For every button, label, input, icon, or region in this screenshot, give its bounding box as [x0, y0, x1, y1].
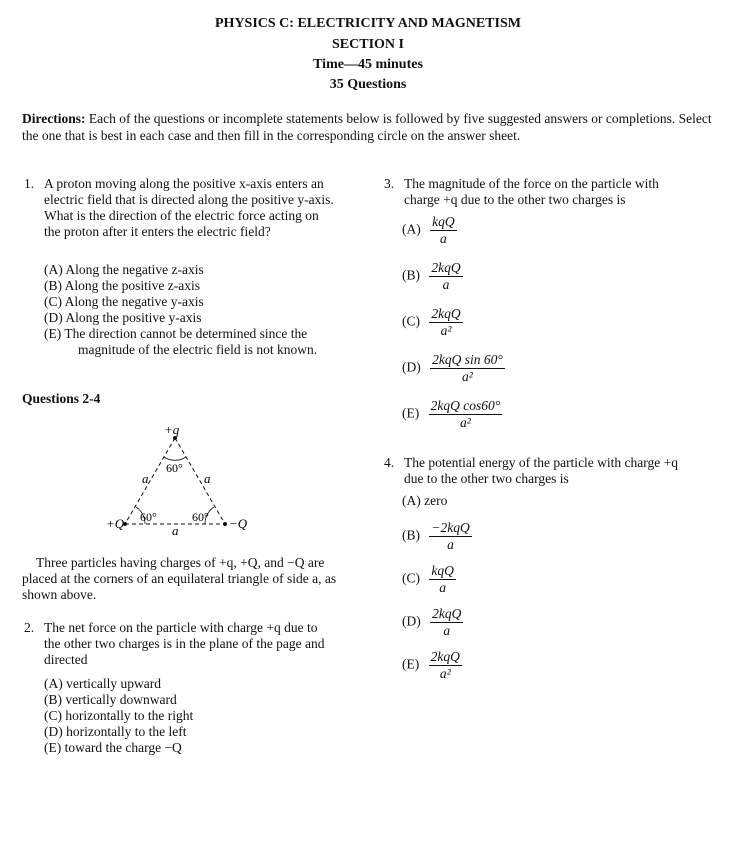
option-e[interactable]: (E) toward the charge −Q: [44, 740, 182, 755]
numerator: kqQ: [431, 563, 454, 578]
q3-option-e[interactable]: [402, 398, 502, 431]
numerator: 2kqQ cos60°: [430, 398, 501, 413]
option-letter: (B): [402, 267, 420, 283]
q3-option-a[interactable]: [402, 214, 457, 247]
option-letter: (E): [402, 405, 420, 421]
directions-label: Directions:: [22, 111, 86, 126]
question-stem: A proton moving along the positive x-axis enters an electric field that is directed along the positive y-axis. What is the direction of the electric force acting on the proton after it enters the electric field?: [44, 176, 334, 239]
q4-option-b[interactable]: [402, 520, 472, 553]
label-side-left: a: [142, 471, 149, 486]
option-e[interactable]: (E) The direction cannot be determined since the: [44, 326, 308, 341]
label-angle-top: 60°: [166, 461, 183, 475]
time-label: Time—45 minutes: [313, 57, 423, 72]
q3-option-b[interactable]: [402, 260, 463, 293]
q4-option-e[interactable]: [402, 649, 462, 682]
group-heading: Questions 2-4: [22, 391, 101, 406]
option-b[interactable]: (B) Along the positive z-axis: [44, 278, 200, 293]
option-letter: (D): [402, 613, 421, 629]
label-right-charge: −Q: [229, 516, 248, 531]
q4-option-c[interactable]: [402, 563, 456, 596]
section-label: SECTION I: [332, 37, 404, 52]
question-stem: The net force on the particle with charge +q due to the other two charges is in the plane of the page and directed: [44, 620, 325, 667]
option-letter: (C): [402, 313, 420, 329]
directions: [22, 110, 722, 144]
label-angle-right: 60°: [192, 510, 209, 524]
question-number: 3.: [384, 176, 395, 191]
question-2-options: [44, 676, 334, 756]
q4-option-d[interactable]: [402, 606, 463, 639]
option-c[interactable]: (C) horizontally to the right: [44, 708, 194, 723]
denominator: a: [443, 623, 451, 638]
angle-arc-top: [164, 457, 186, 460]
denominator: a²: [462, 369, 473, 384]
numerator: 2kqQ: [431, 306, 461, 321]
label-left-charge: +Q: [106, 516, 125, 531]
denominator: a: [440, 231, 447, 246]
denominator: a²: [459, 415, 471, 430]
question-2: [24, 620, 336, 668]
question-1-options: [44, 262, 344, 358]
question-number: 2.: [24, 620, 35, 635]
numerator: 2kqQ sin 60°: [432, 352, 503, 367]
question-3: [384, 176, 684, 208]
q3-option-c[interactable]: [402, 306, 463, 339]
question-number: 4.: [384, 455, 395, 470]
triangle-diagram: [100, 420, 260, 540]
question-number: 1.: [24, 176, 35, 191]
denominator: a: [439, 580, 446, 595]
option-letter: (E): [402, 656, 420, 672]
exam-title: PHYSICS C: ELECTRICITY AND MAGNETISM: [215, 16, 521, 31]
q3-option-d[interactable]: [402, 352, 505, 385]
question-count: 35 Questions: [329, 77, 407, 92]
question-stem: The magnitude of the force on the particle with charge +q due to the other two charges is: [404, 176, 659, 207]
numerator: kqQ: [432, 214, 455, 229]
denominator: a²: [440, 323, 452, 338]
question-4: [384, 455, 696, 487]
option-c[interactable]: (C) Along the negative y-axis: [44, 294, 204, 309]
label-top-charge: +q: [164, 422, 180, 437]
option-d[interactable]: (D) horizontally to the left: [44, 724, 187, 739]
option-a[interactable]: (A) Along the negative z-axis: [44, 262, 204, 277]
option-letter: (A): [402, 221, 421, 237]
denominator: a²: [439, 666, 451, 681]
question-stem: The potential energy of the particle with charge +q due to the other two charges is: [404, 455, 679, 486]
option-letter: (B): [402, 527, 420, 543]
directions-text: Each of the questions or incomplete statements below is followed by five suggested answers or completions. Select the one that is best in each case and then fill in the corresponding circle on the answer sheet.: [22, 111, 712, 143]
denominator: a: [442, 277, 450, 292]
q4-option-a[interactable]: (A) zero: [402, 493, 448, 508]
option-a[interactable]: (A) vertically upward: [44, 676, 161, 691]
denominator: a: [447, 537, 454, 552]
numerator: 2kqQ: [432, 606, 462, 621]
question-1: [24, 176, 334, 240]
group-description: Three particles having charges of +q, +Q, and −Q are placed at the corners of an equilateral triangle of side a, as shown above.: [22, 555, 337, 602]
numerator: 2kqQ: [430, 649, 460, 664]
option-letter: (D): [402, 359, 421, 375]
label-angle-left: 60°: [140, 510, 157, 524]
option-letter: (C): [402, 570, 420, 586]
charge-dot-right: [223, 522, 227, 526]
option-e-continued: magnitude of the electric field is not known.: [78, 342, 318, 357]
numerator: −2kqQ: [431, 520, 470, 535]
label-side-right: a: [204, 471, 211, 486]
numerator: 2kqQ: [431, 260, 461, 275]
label-side-bottom: a: [172, 523, 179, 538]
option-d[interactable]: (D) Along the positive y-axis: [44, 310, 202, 325]
option-b[interactable]: (B) vertically downward: [44, 692, 177, 707]
